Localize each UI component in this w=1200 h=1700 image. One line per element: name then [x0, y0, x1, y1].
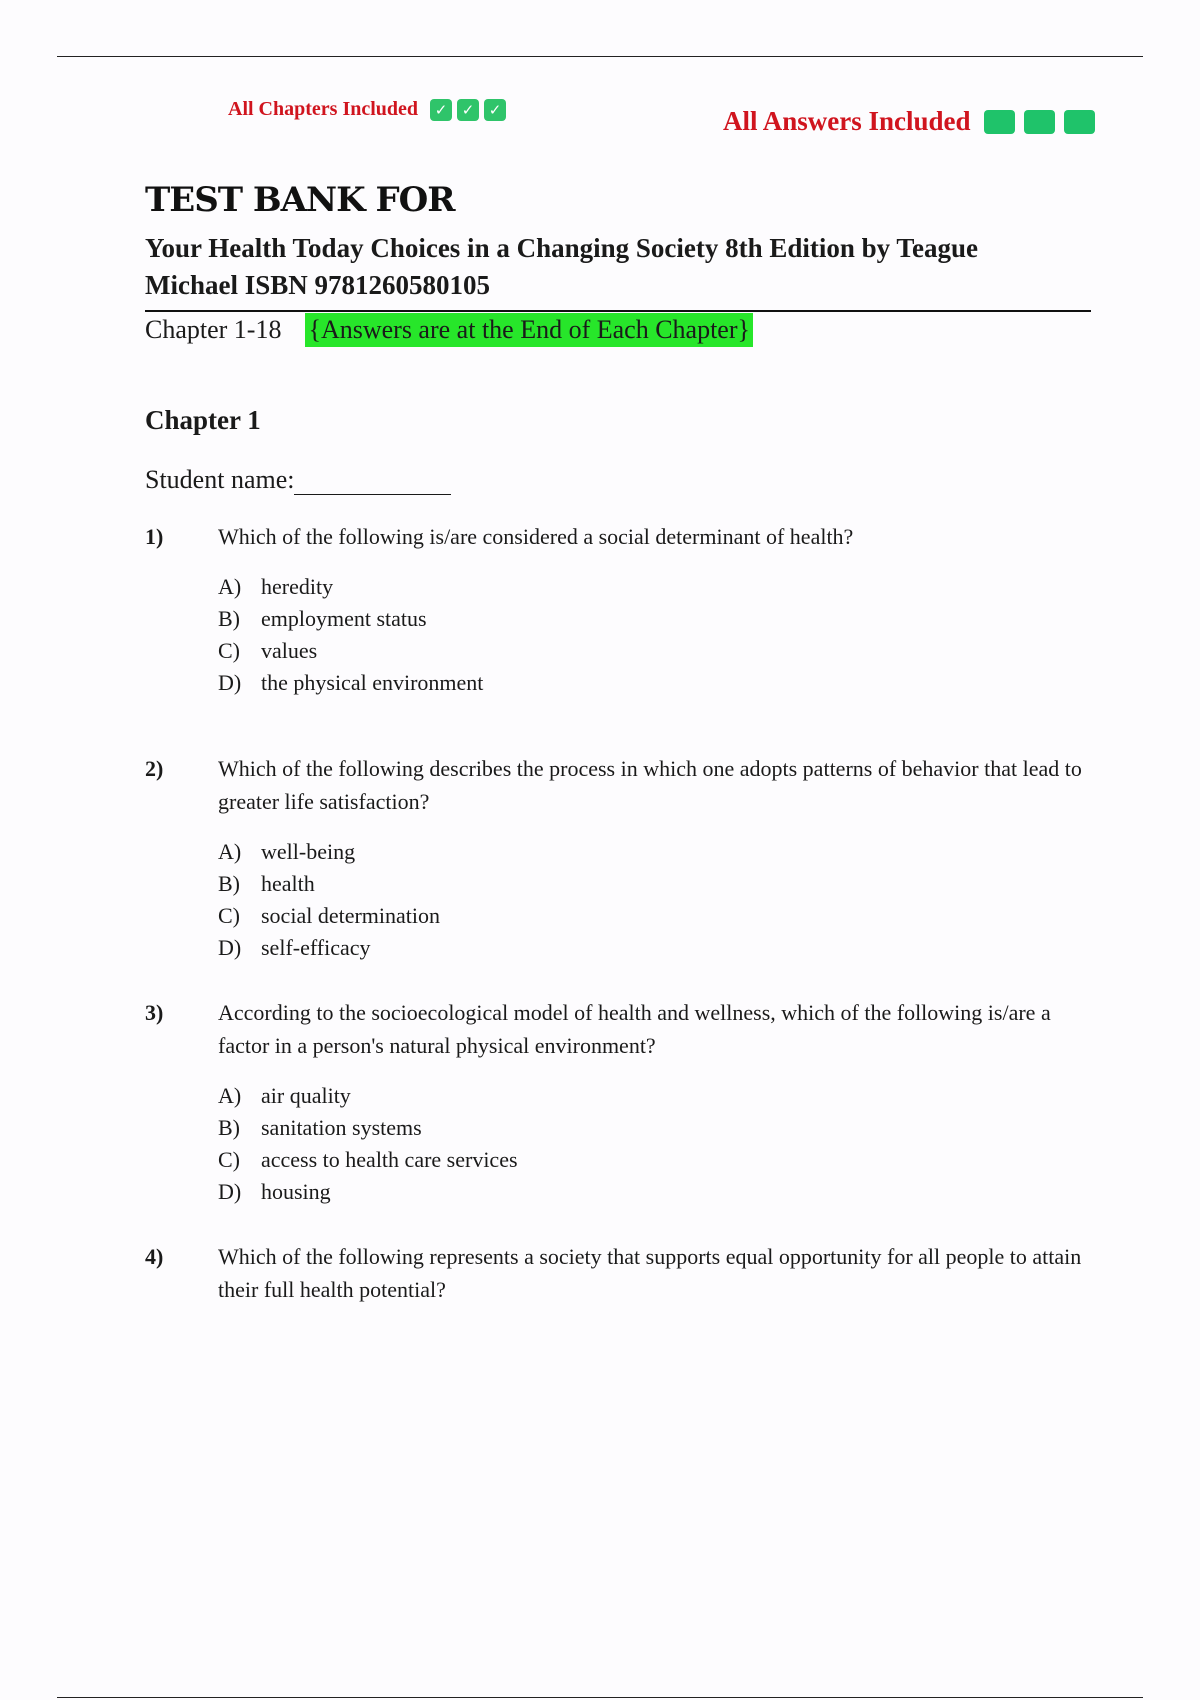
student-name-label: Student name:: [145, 465, 295, 494]
option-letter: D): [218, 935, 242, 960]
check-icon: ✓: [484, 99, 506, 121]
question: [145, 996, 1085, 1208]
answer-option: [218, 1112, 1085, 1144]
question-text: Which of the following describes the process in which one adopts patterns of behavior that lead to greater life satisfaction?: [218, 756, 1082, 814]
question-text: Which of the following represents a society that supports equal opportunity for all people to attain their full health potential?: [218, 1244, 1082, 1302]
green-square-icon: [984, 110, 1015, 134]
option-letter: C): [218, 1147, 240, 1172]
question-number: 1): [145, 524, 164, 549]
answer-option: [218, 900, 1085, 932]
option-text: access to health care services: [261, 1147, 518, 1172]
green-square-icon: [1024, 110, 1055, 134]
chapter-range-line: [145, 313, 753, 347]
green-square-icon: [1064, 110, 1095, 134]
option-text: health: [261, 871, 315, 896]
option-text: sanitation systems: [261, 1115, 422, 1140]
option-letter: D): [218, 670, 242, 695]
check-icon: ✓: [430, 99, 452, 121]
option-letter: B): [218, 1115, 240, 1140]
question: [145, 752, 1085, 964]
student-name-field: [145, 464, 451, 495]
chapters-included-banner: [228, 98, 506, 121]
question-number: 2): [145, 756, 164, 781]
option-text: values: [261, 638, 318, 663]
answer-option: [218, 603, 1085, 635]
question-text: Which of the following is/are considered a social determinant of health?: [218, 524, 854, 549]
option-text: air quality: [261, 1083, 351, 1108]
option-text: social determination: [261, 903, 440, 928]
answers-included-banner: [723, 106, 1095, 137]
option-text: housing: [261, 1179, 331, 1204]
answer-option: [218, 1080, 1085, 1112]
option-letter: D): [218, 1179, 242, 1204]
chapter-heading: Chapter 1: [145, 405, 261, 435]
option-letter: A): [218, 574, 242, 599]
answer-option: [218, 836, 1085, 868]
option-text: well-being: [261, 839, 356, 864]
option-list: [218, 571, 1085, 699]
option-text: self-efficacy: [261, 935, 371, 960]
answer-option: [218, 1176, 1085, 1208]
chapter-range: Chapter 1-18: [145, 315, 282, 344]
answer-option: [218, 868, 1085, 900]
question-number: 3): [145, 1000, 164, 1025]
question-number: 4): [145, 1244, 164, 1269]
answers-note-highlight: {Answers are at the End of Each Chapter}: [305, 313, 753, 347]
document-title: TEST BANK FOR: [145, 180, 455, 220]
answers-included-label: All Answers Included: [723, 106, 971, 136]
option-letter: A): [218, 839, 242, 864]
title-divider: [145, 310, 1091, 312]
answer-option: [218, 667, 1085, 699]
question: [145, 1240, 1085, 1306]
book-subtitle: Your Health Today Choices in a Changing Society 8th Edition by Teague Michael ISBN 9781260580105: [145, 233, 978, 300]
top-rule: [57, 56, 1143, 57]
option-letter: C): [218, 903, 240, 928]
question-text: According to the socioecological model of health and wellness, which of the following is/are a factor in a person's natural physical environment?: [218, 1000, 1051, 1058]
option-letter: A): [218, 1083, 242, 1108]
chapters-included-label: All Chapters Included: [228, 98, 419, 120]
answer-option: [218, 932, 1085, 964]
answer-option: [218, 1144, 1085, 1176]
option-text: heredity: [261, 574, 334, 599]
bottom-rule: [57, 1697, 1143, 1698]
option-letter: B): [218, 606, 240, 631]
question: [145, 520, 1085, 699]
check-icon: ✓: [457, 99, 479, 121]
student-name-blank: [294, 464, 451, 495]
option-text: employment status: [261, 606, 427, 631]
option-list: [218, 1080, 1085, 1208]
option-list: [218, 836, 1085, 964]
option-letter: C): [218, 638, 240, 663]
answer-option: [218, 571, 1085, 603]
answer-option: [218, 635, 1085, 667]
option-letter: B): [218, 871, 240, 896]
option-text: the physical environment: [261, 670, 484, 695]
